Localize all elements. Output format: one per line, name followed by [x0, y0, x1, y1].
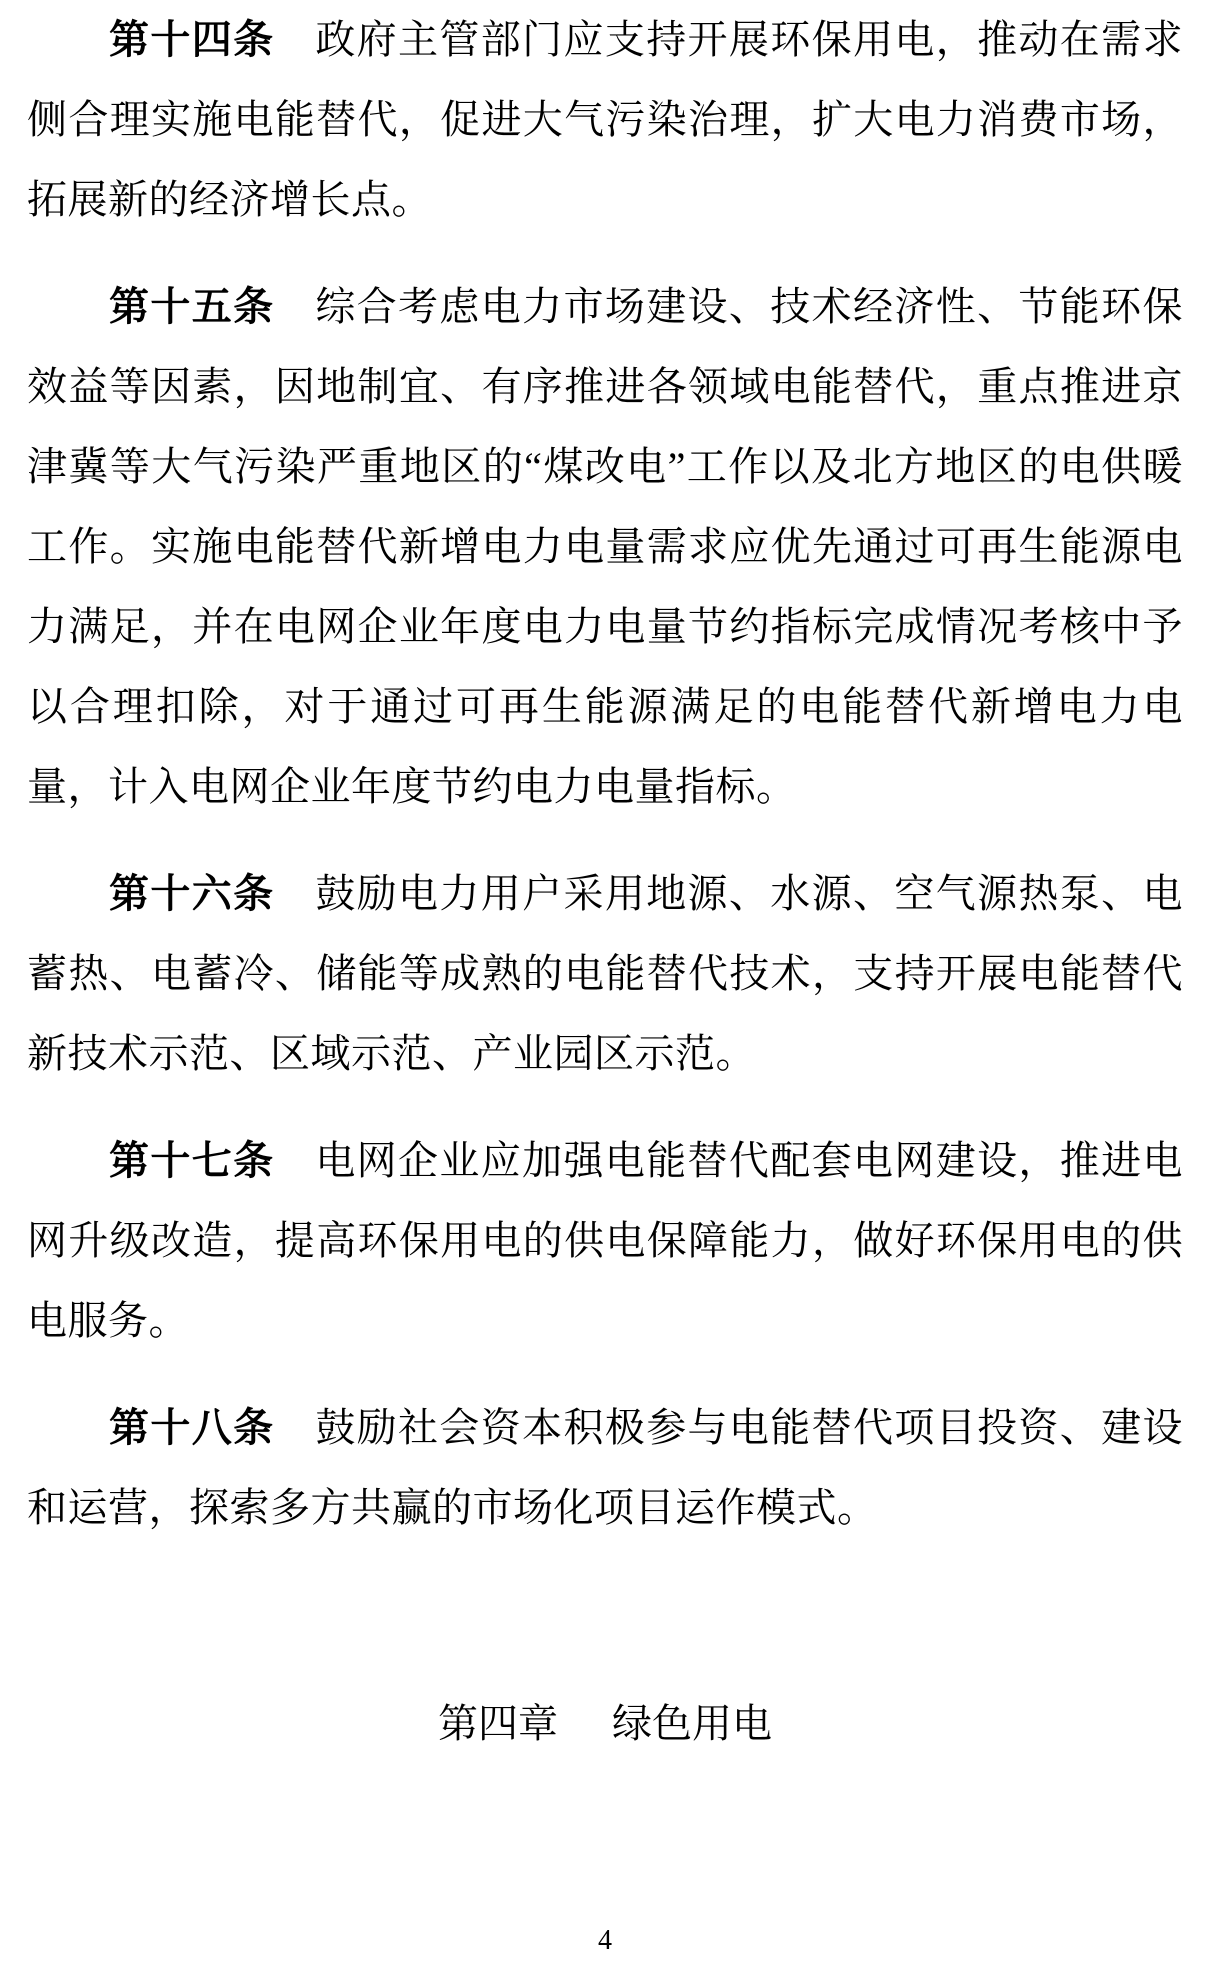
article-15-number: 第十五条	[109, 284, 275, 329]
document-text-block	[27, 0, 1183, 1764]
article-16-number: 第十六条	[109, 871, 275, 916]
article-14-text: 政府主管部门应支持开展环保用电，推动在需求侧合理实施电能替代，促进大气污染治理，扩大电力消费市场，拓展新的经济增长点。	[27, 17, 1184, 222]
article-16-text: 鼓励电力用户采用地源、水源、空气源热泵、电蓄热、电蓄冷、储能等成熟的电能替代技术，支持开展电能替代新技术示范、区域示范、产业园区示范。	[27, 871, 1184, 1076]
article-17-number: 第十七条	[109, 1138, 275, 1183]
article-18-text: 鼓励社会资本积极参与电能替代项目投资、建设和运营，探索多方共赢的市场化项目运作模式。	[27, 1405, 1184, 1530]
article-16	[27, 854, 1183, 1094]
article-17-text: 电网企业应加强电能替代配套电网建设，推进电网升级改造，提高环保用电的供电保障能力，做好环保用电的供电服务。	[27, 1138, 1184, 1343]
article-14-number: 第十四条	[109, 17, 275, 62]
article-14	[27, 0, 1183, 240]
article-17	[27, 1121, 1183, 1361]
article-15-text: 综合考虑电力市场建设、技术经济性、节能环保效益等因素，因地制宜、有序推进各领域电能替代，重点推进京津冀等大气污染严重地区的“煤改电”工作以及北方地区的电供暖工作。实施电能替代新增电力电量需求应优先通过可再生能源电力满足，并在电网企业年度电力电量节约指标完成情况考核中予以合理扣除，对于通过可再生能源满足的电能替代新增电力电量，计入电网企业年度节约电力电量指标。	[27, 284, 1184, 809]
chapter-number: 第四章	[438, 1701, 558, 1746]
article-18	[27, 1388, 1183, 1548]
page-number: 4	[598, 1925, 612, 1956]
chapter-heading	[27, 1684, 1183, 1764]
article-18-number: 第十八条	[109, 1405, 275, 1450]
article-15	[27, 267, 1183, 827]
chapter-title: 绿色用电	[612, 1701, 772, 1746]
